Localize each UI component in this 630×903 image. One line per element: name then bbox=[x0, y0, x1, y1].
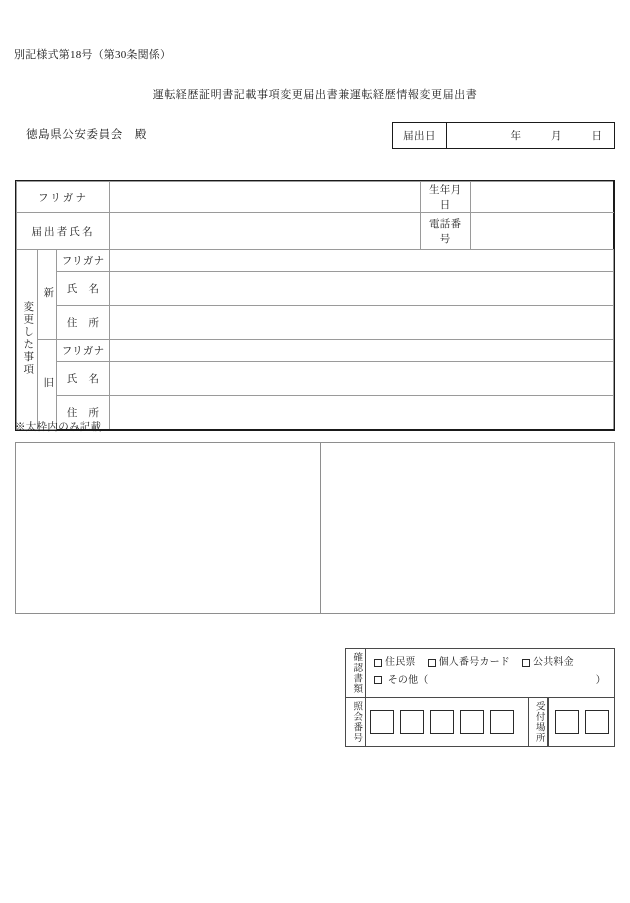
submit-date-box bbox=[392, 122, 615, 149]
old-furigana-label: フリガナ bbox=[57, 340, 110, 362]
checkbox-icon[interactable] bbox=[428, 659, 436, 667]
applicant-furigana-input[interactable] bbox=[110, 182, 421, 213]
reception-place-boxes bbox=[548, 698, 614, 746]
checkbox-label: 公共料金 bbox=[533, 657, 574, 668]
changed-items-section-label: 変更した事項 bbox=[17, 250, 38, 430]
documents-checkbox-line bbox=[374, 654, 608, 672]
free-entry-left[interactable] bbox=[16, 443, 321, 613]
free-entry-right[interactable] bbox=[321, 443, 614, 613]
applicant-name-input[interactable] bbox=[110, 213, 421, 250]
reception-place-box[interactable] bbox=[555, 710, 579, 734]
addressee-line: 徳島県公安委員会 殿 bbox=[26, 129, 147, 141]
year-unit-label: 年 bbox=[510, 131, 521, 142]
other-option-label: その他（ bbox=[387, 674, 429, 686]
documents-other-line bbox=[374, 672, 608, 690]
old-name-input[interactable] bbox=[110, 362, 614, 396]
form-note: ※太枠内のみ記載 bbox=[15, 422, 102, 433]
phone-label: 電話番号 bbox=[420, 213, 470, 250]
month-unit-label: 月 bbox=[551, 131, 562, 142]
inquiry-number-boxes bbox=[366, 698, 528, 746]
confirm-documents-row bbox=[346, 649, 614, 698]
old-address-label: 住 所 bbox=[57, 396, 110, 430]
other-option-wrapper bbox=[374, 672, 608, 690]
birthdate-input[interactable] bbox=[470, 182, 613, 213]
phone-input[interactable] bbox=[470, 213, 613, 250]
inquiry-number-row bbox=[346, 698, 614, 746]
verification-box bbox=[345, 648, 615, 747]
checkbox-label: 個人番号カード bbox=[438, 657, 511, 668]
new-name-input[interactable] bbox=[110, 272, 614, 306]
checkbox-option-juminhyo[interactable] bbox=[374, 654, 416, 672]
free-entry-area bbox=[15, 442, 615, 614]
new-name-label: 氏 名 bbox=[57, 272, 110, 306]
reception-place-box[interactable] bbox=[585, 710, 609, 734]
day-unit-label: 日 bbox=[591, 131, 602, 142]
confirm-documents-options bbox=[366, 649, 614, 697]
old-address-input[interactable] bbox=[110, 396, 614, 430]
checkbox-icon[interactable] bbox=[374, 676, 382, 684]
new-furigana-label: フリガナ bbox=[57, 250, 110, 272]
inquiry-digit-box[interactable] bbox=[490, 710, 514, 734]
form-number: 別記様式第18号（第30条関係） bbox=[14, 49, 172, 61]
checkbox-label: 住民票 bbox=[385, 657, 416, 668]
checkbox-icon[interactable] bbox=[374, 659, 382, 667]
new-group-label: 新 bbox=[38, 250, 57, 340]
checkbox-icon[interactable] bbox=[522, 659, 530, 667]
submit-date-input[interactable] bbox=[447, 123, 614, 148]
applicant-name-label: 届出者氏名 bbox=[17, 213, 110, 250]
inquiry-number-label: 照会番号 bbox=[346, 698, 366, 746]
page-title: 運転経歴証明書記載事項変更届出書兼運転経歴情報変更届出書 bbox=[152, 89, 478, 101]
old-furigana-input[interactable] bbox=[110, 340, 614, 362]
confirm-documents-label: 確認書類 bbox=[346, 649, 366, 697]
inquiry-digit-box[interactable] bbox=[430, 710, 454, 734]
new-address-input[interactable] bbox=[110, 306, 614, 340]
inquiry-digit-box[interactable] bbox=[460, 710, 484, 734]
new-furigana-input[interactable] bbox=[110, 250, 614, 272]
checkbox-option-utility-bill[interactable] bbox=[522, 654, 574, 672]
new-address-label: 住 所 bbox=[57, 306, 110, 340]
applicant-furigana-label: フリガナ bbox=[17, 182, 110, 213]
submit-date-label: 届出日 bbox=[393, 123, 447, 148]
main-form-table bbox=[15, 180, 615, 431]
inquiry-digit-box[interactable] bbox=[400, 710, 424, 734]
reception-place-label: 受付場所 bbox=[528, 698, 548, 746]
other-option-close-paren: ） bbox=[595, 674, 606, 686]
old-name-label: 氏 名 bbox=[57, 362, 110, 396]
birthdate-label: 生年月日 bbox=[420, 182, 470, 213]
old-group-label: 旧 bbox=[38, 340, 57, 430]
checkbox-option-mynumber-card[interactable] bbox=[428, 654, 510, 672]
inquiry-digit-box[interactable] bbox=[370, 710, 394, 734]
